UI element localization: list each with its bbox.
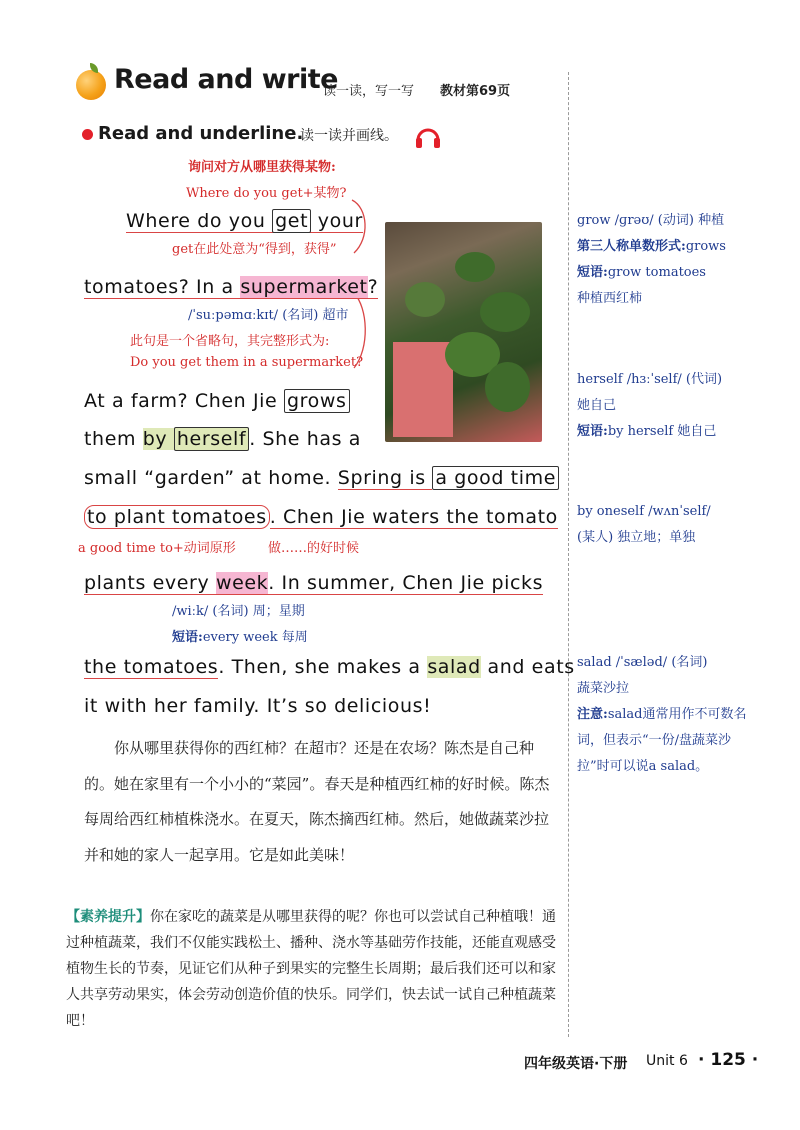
passage-line-8: the tomatoes. Then, she makes a salad and eats — [84, 656, 575, 678]
passage-line-7: plants every week. In summer, Chen Jie picks — [84, 572, 544, 594]
column-divider — [568, 72, 569, 1037]
page-subtitle: 读一读，写一写 — [323, 84, 415, 99]
section-heading: Read and underline. — [98, 123, 304, 144]
tomato-plants-photo — [385, 222, 542, 442]
sidebar-note-salad: salad /ˈsæləd/ (名词) 蔬菜沙拉 注意:salad通常用作不可数名词，但表示“一份/盘蔬菜沙拉”时可以说a salad。 — [577, 655, 747, 774]
footer-book: 四年级英语·下册 — [524, 1056, 628, 1072]
sidebar-note-herself: herself /hɜːˈself/ (代词) 她自己 短语:by herself 她自己 — [577, 372, 723, 439]
page-number: · 125 · — [698, 1050, 759, 1070]
note-week-phrase: 短语:every week 每周 — [172, 630, 308, 645]
note-good-time-pattern: a good time to+动词原形 — [78, 541, 236, 556]
note-full-form: Do you get them in a supermarket? — [130, 355, 364, 370]
phrase-good-time: a good time — [432, 466, 559, 490]
passage-line-3: At a farm? Chen Jie grows — [84, 390, 350, 412]
passage-line-1: Where do you get your — [126, 210, 363, 232]
textbook-reference: 教材第69页 — [440, 84, 511, 99]
word-supermarket: supermarket — [240, 276, 368, 298]
orange-icon — [76, 70, 106, 100]
section-heading-cn: 读一读并画线。 — [300, 128, 398, 144]
note-pattern: Where do you get+某物? — [186, 186, 347, 201]
note-ask-where: 询问对方从哪里获得某物: — [188, 160, 336, 175]
word-grows: grows — [284, 389, 350, 413]
note-get-meaning: get在此处意为“得到，获得” — [172, 242, 337, 257]
page-title: Read and write — [114, 64, 338, 95]
footer-unit: Unit 6 — [646, 1053, 688, 1069]
note-week-phonetic: /wiːk/ (名词) 周；星期 — [172, 604, 305, 619]
note-ellipsis: 此句是一个省略句，其完整形式为: — [130, 334, 330, 349]
passage-line-6: to plant tomatoes . Chen Jie waters the tomato — [84, 506, 558, 528]
sidebar-note-oneself: by oneself /wʌnˈself/ (某人) 独立地；单独 — [577, 504, 711, 545]
sidebar-note-grow: grow /ɡrəʊ/ (动词) 种植 第三人称单数形式:grows 短语:grow tomatoes 种植西红柿 — [577, 213, 726, 306]
note-supermarket-phonetic: /ˈsuːpəmɑːkɪt/ (名词) 超市 — [188, 308, 349, 323]
bullet-icon — [82, 129, 93, 140]
literacy-tip: 【素养提升】你在家吃的蔬菜是从哪里获得的呢？你也可以尝试自己种植哦！通过种植蔬菜，我们不仅能实践松土、播种、浇水等基础劳作技能，还能直观感受植物生长的节奏，见证它们从种子到果实的完整生长周期；最后我们还可以和家人共享劳动果实，体会劳动创造价值的快乐。同学们，快去试一试自己种植蔬菜吧！ — [66, 909, 556, 1029]
word-salad: salad — [427, 656, 481, 678]
word-week: week — [215, 572, 269, 594]
phrase-plant-tomatoes: to plant tomatoes — [84, 505, 270, 529]
note-good-time-meaning: 做……的好时候 — [268, 541, 360, 556]
tip-tag: 【素养提升】 — [66, 909, 150, 925]
passage-line-5: small “garden” at home. Spring is a good time — [84, 467, 559, 489]
passage-line-9: it with her family. It’s so delicious! — [84, 695, 432, 717]
passage-line-2: tomatoes? In a supermarket? — [84, 276, 379, 298]
word-herself: herself — [174, 427, 249, 451]
passage-line-4: them by herself . She has a — [84, 428, 361, 450]
word-get: get — [272, 209, 311, 233]
translation-paragraph: 你从哪里获得你的西红柿？在超市？还是在农场？陈杰是自己种的。她在家里有一个小小的“菜园”。春天是种植西红柿的好时候。陈杰每周给西红柿植株浇水。在夏天，陈杰摘西红柿。然后，她做蔬菜沙拉并和她的家人一起享用。它是如此美味！ — [84, 739, 550, 864]
headphone-icon[interactable] — [414, 123, 442, 151]
